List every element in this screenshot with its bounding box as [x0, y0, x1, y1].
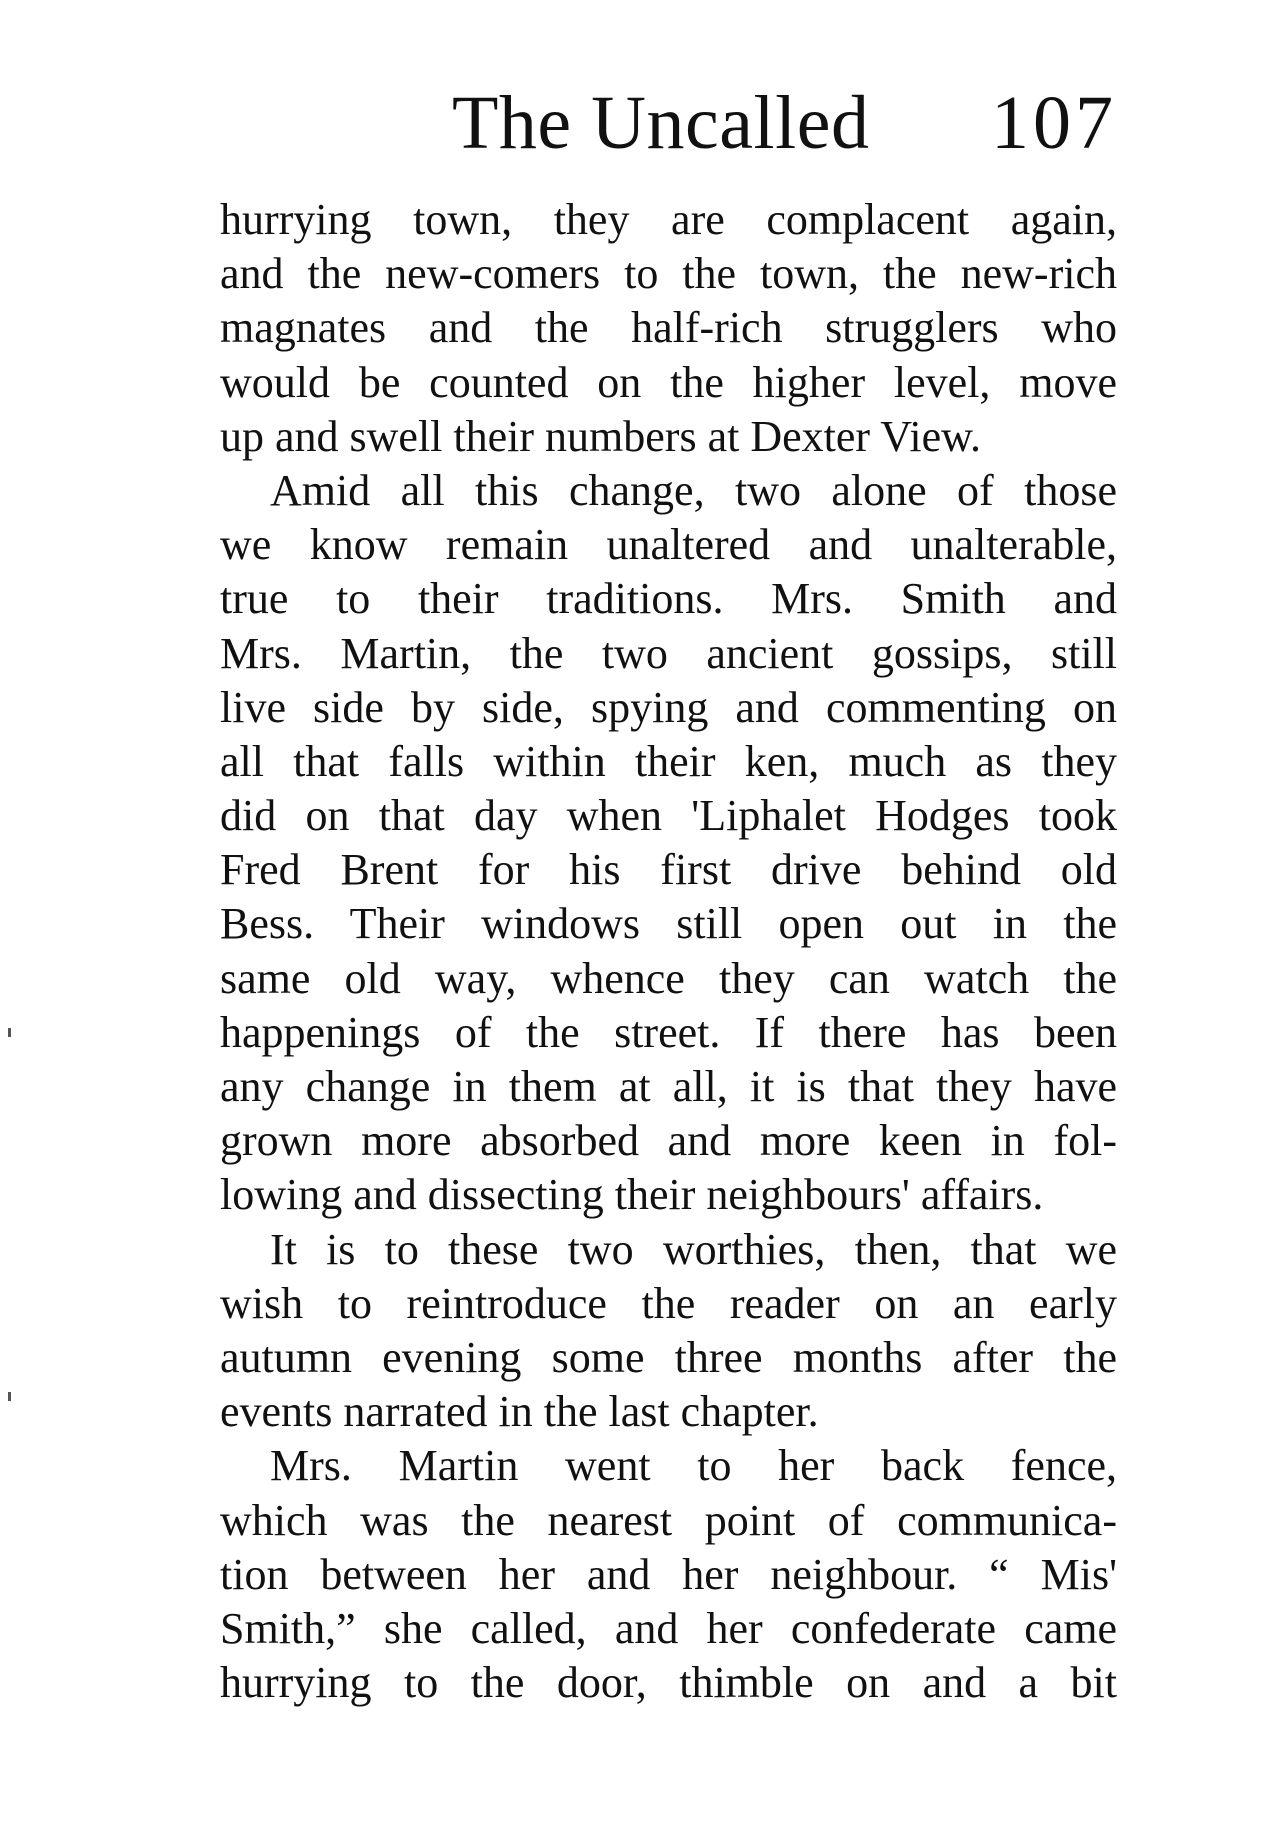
- text-line: happenings of the street. If there has been: [220, 1007, 1117, 1057]
- text-line: hurrying town, they are complacent again,: [220, 195, 1117, 244]
- text-line: live side by side, spying and commenting on: [220, 682, 1117, 732]
- text-line: we know remain unaltered and unalterable,: [220, 520, 1117, 570]
- text-line: autumn evening some three months after the: [220, 1332, 1117, 1382]
- margin-speck: [8, 1028, 11, 1037]
- text-line: tion between her and her neighbour. “ Mis': [220, 1549, 1117, 1599]
- text-line: Amid all this change, two alone of those: [270, 465, 1117, 515]
- body-text: [220, 193, 1117, 1710]
- text-line: magnates and the half-rich strugglers who: [220, 303, 1117, 353]
- text-line: Mrs. Martin, the two ancient gossips, still: [220, 628, 1117, 678]
- text-line: Bess. Their windows still open out in the: [220, 899, 1117, 949]
- text-line: which was the nearest point of communica-: [220, 1495, 1117, 1545]
- text-line: grown more absorbed and more keen in fol-: [220, 1116, 1117, 1166]
- text-line: It is to these two worthies, then, that we: [270, 1224, 1117, 1274]
- running-head-title: The Uncalled: [452, 81, 870, 165]
- margin-speck: [8, 1392, 11, 1401]
- running-head: [220, 78, 1117, 168]
- text-line: Mrs. Martin went to her back fence,: [270, 1441, 1117, 1491]
- text-line: same old way, whence they can watch the: [220, 953, 1117, 1003]
- text-line: up and swell their numbers at Dexter View.: [220, 411, 982, 461]
- text-line: Smith,” she called, and her confederate came: [220, 1603, 1117, 1653]
- text-line: any change in them at all, it is that they have: [220, 1062, 1117, 1111]
- text-line: wish to reintroduce the reader on an early: [220, 1278, 1117, 1328]
- text-line: true to their traditions. Mrs. Smith and: [220, 574, 1117, 624]
- text-line: all that falls within their ken, much as they: [220, 736, 1117, 786]
- text-line: and the new-comers to the town, the new-rich: [220, 249, 1117, 299]
- text-line: events narrated in the last chapter.: [220, 1387, 819, 1437]
- text-line: would be counted on the higher level, move: [220, 357, 1117, 407]
- text-line: Fred Brent for his first drive behind old: [220, 845, 1117, 895]
- page-number: 107: [991, 81, 1117, 165]
- text-line: lowing and dissecting their neighbours' affairs.: [220, 1170, 1044, 1220]
- text-line: hurrying to the door, thimble on and a bit: [220, 1658, 1117, 1708]
- text-line: did on that day when 'Liphalet Hodges took: [220, 791, 1117, 841]
